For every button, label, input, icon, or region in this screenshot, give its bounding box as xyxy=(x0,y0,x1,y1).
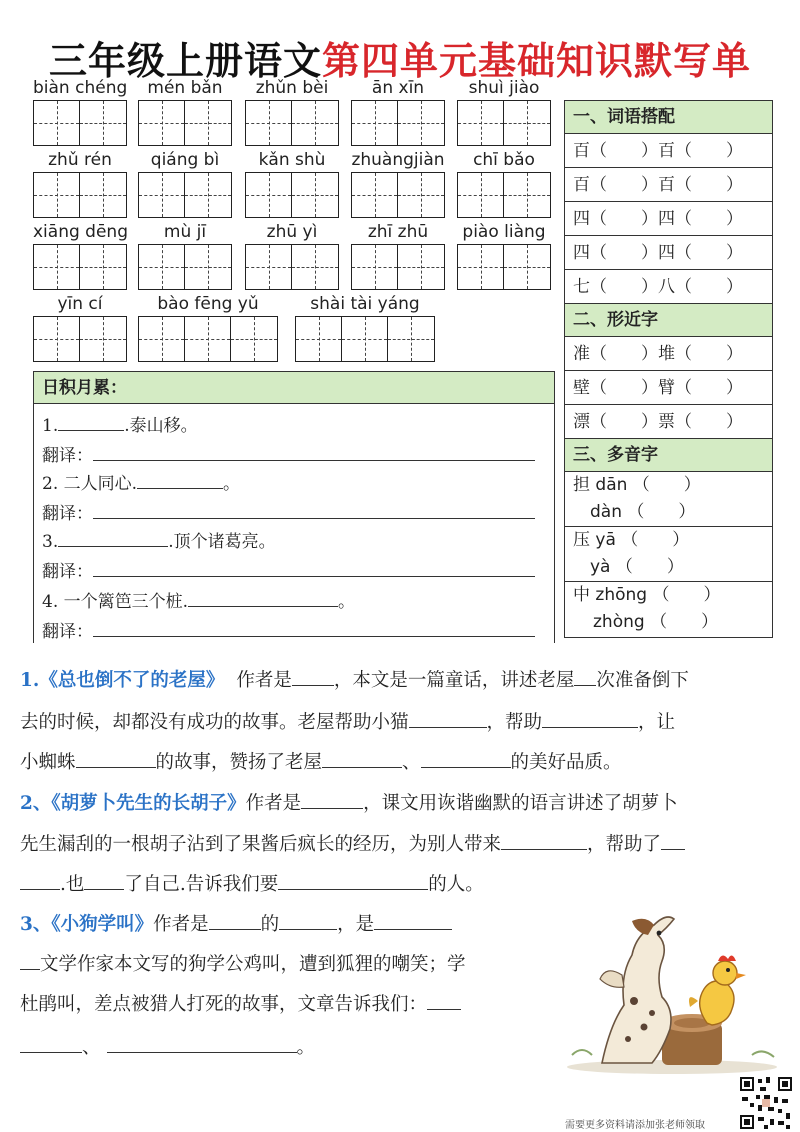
translation-blank[interactable] xyxy=(93,443,535,461)
word-matching-row[interactable]: 四（ ）四（ ） xyxy=(565,202,772,236)
title-unit: 第四单元基础知识默写单 xyxy=(322,38,752,83)
q3-line2: 文学作家本文写的狗学公鸡叫，遭到狐狸的嘲笑；学 xyxy=(20,952,466,977)
q2-line1: 2、《胡萝卜先生的长胡子》作者是 ，课文用诙谐幽默的语言讲述了胡萝卜 xyxy=(20,793,678,814)
answer-blank[interactable] xyxy=(188,589,338,607)
pinyin-item xyxy=(245,222,339,290)
pinyin-text: shài tài yáng xyxy=(310,294,420,314)
writing-boxes[interactable] xyxy=(351,172,445,218)
pinyin-text: kǎn shù xyxy=(258,150,326,170)
accumulation-title: 日积月累： xyxy=(34,371,554,404)
q2-line2: 先生漏刮的一根胡子沾到了果酱后疯长的经历，为别人带来 ，帮助了 xyxy=(20,832,685,857)
pinyin-text: shuì jiào xyxy=(468,78,540,98)
pinyin-item xyxy=(138,294,278,362)
answer-blank[interactable] xyxy=(574,668,596,686)
proverb-line: 4. 一个篱笆三个桩. 。 xyxy=(42,587,355,612)
pinyin-item xyxy=(33,150,127,218)
pinyin-text: biàn chéng xyxy=(33,78,128,98)
pinyin-item xyxy=(351,222,445,290)
writing-boxes[interactable] xyxy=(138,172,232,218)
polyphone-reading: zhòng （ ） xyxy=(593,612,719,632)
proverb-line: 3. .顶个诸葛亮。 xyxy=(42,527,276,552)
pinyin-item xyxy=(33,294,127,362)
pinyin-text: mù jī xyxy=(163,222,207,242)
polyphone-row[interactable] xyxy=(565,527,772,582)
translation-line: 翻译： xyxy=(42,617,535,642)
answer-blank[interactable] xyxy=(409,710,487,728)
polyphone-reading: 担 dān （ ） xyxy=(573,475,701,495)
writing-boxes[interactable] xyxy=(295,316,435,362)
answer-blank[interactable] xyxy=(107,1035,297,1053)
q1-title: 1.《总也倒不了的老屋》 xyxy=(20,670,225,691)
pinyin-text: zhuàngjiàn xyxy=(351,150,445,170)
writing-boxes[interactable] xyxy=(33,172,127,218)
q1-line2: 去的时候，却都没有成功的故事。老屋帮助小猫 ，帮助 ，让 xyxy=(20,712,676,733)
pinyin-item xyxy=(457,78,551,146)
answer-blank[interactable] xyxy=(501,832,587,850)
pinyin-text: piào liàng xyxy=(462,222,546,242)
q3-title: 3、《小狗学叫》 xyxy=(20,914,154,935)
word-matching-row[interactable]: 百（ ）百（ ） xyxy=(565,168,772,202)
translation-blank[interactable] xyxy=(93,501,535,519)
writing-boxes[interactable] xyxy=(351,100,445,146)
writing-boxes[interactable] xyxy=(33,316,127,362)
pinyin-text: yīn cí xyxy=(57,294,103,314)
word-matching-row[interactable]: 四（ ）四（ ） xyxy=(565,236,772,270)
pinyin-item xyxy=(245,78,339,146)
pinyin-item xyxy=(351,78,445,146)
writing-boxes[interactable] xyxy=(457,244,551,290)
polyphone-reading: 中 zhōng （ ） xyxy=(573,585,721,605)
writing-boxes[interactable] xyxy=(245,172,339,218)
answer-blank[interactable] xyxy=(20,872,60,890)
answer-blank[interactable] xyxy=(421,750,511,768)
writing-boxes[interactable] xyxy=(245,100,339,146)
translation-blank[interactable] xyxy=(93,619,535,637)
pinyin-item xyxy=(138,150,232,218)
answer-blank[interactable] xyxy=(278,872,428,890)
similar-char-row[interactable]: 壁（ ）臂（ ） xyxy=(565,371,772,405)
pinyin-text: zhǔ rén xyxy=(48,150,112,170)
pinyin-text: ān xīn xyxy=(371,78,425,98)
similar-char-row[interactable]: 准（ ）堆（ ） xyxy=(565,337,772,371)
word-matching-row[interactable]: 百（ ）百（ ） xyxy=(565,134,772,168)
q1-line3: 小蜘蛛 的故事，赞扬了老屋 、 的美好品质。 xyxy=(20,752,622,773)
writing-boxes[interactable] xyxy=(138,316,278,362)
writing-boxes[interactable] xyxy=(33,100,127,146)
pinyin-item xyxy=(138,78,232,146)
section-title-word-matching: 一、词语搭配 xyxy=(565,101,772,134)
answer-blank[interactable] xyxy=(427,992,461,1010)
pinyin-item xyxy=(33,222,127,290)
section-title-similar-chars: 二、形近字 xyxy=(565,304,772,337)
q2-line3: .也 了自己.告诉我们要 的人。 xyxy=(20,872,484,897)
proverb-line: 2. 二人同心. 。 xyxy=(42,469,240,494)
translation-line: 翻译： xyxy=(42,499,535,524)
pinyin-item xyxy=(351,150,445,218)
answer-blank[interactable] xyxy=(20,952,40,970)
answer-blank[interactable] xyxy=(58,529,168,547)
page-title xyxy=(0,30,800,85)
proverb-line: 1. .泰山移。 xyxy=(42,411,198,436)
pinyin-item xyxy=(295,294,435,362)
translation-line: 翻译： xyxy=(42,441,546,466)
title-grade: 三年级上册语文 xyxy=(48,38,322,83)
pinyin-item xyxy=(457,150,551,218)
answer-blank[interactable] xyxy=(292,668,334,686)
pinyin-text: xiāng dēng xyxy=(33,222,128,242)
polyphone-reading: 压 yā （ ） xyxy=(573,530,690,550)
pinyin-text: zhī zhū xyxy=(367,222,429,242)
pinyin-text: chī bǎo xyxy=(473,150,535,170)
q3-line1: 3、《小狗学叫》作者是 的 ，是 xyxy=(20,912,452,937)
translation-line: 翻译： xyxy=(42,557,535,582)
pinyin-item xyxy=(33,78,127,146)
writing-boxes[interactable] xyxy=(33,244,127,290)
pinyin-text: zhǔn bèi xyxy=(255,78,329,98)
section-title-polyphones: 三、多音字 xyxy=(565,439,772,472)
pinyin-item xyxy=(245,150,339,218)
similar-char-row[interactable]: 漂（ ）票（ ） xyxy=(565,405,772,439)
pinyin-text: zhū yì xyxy=(266,222,318,242)
writing-boxes[interactable] xyxy=(351,244,445,290)
pinyin-text: qiáng bì xyxy=(150,150,220,170)
answer-blank[interactable] xyxy=(374,912,452,930)
answer-blank[interactable] xyxy=(301,791,363,809)
answer-blank[interactable] xyxy=(279,912,337,930)
word-matching-row[interactable]: 七（ ）八（ ） xyxy=(565,270,772,304)
polyphone-row[interactable] xyxy=(565,582,772,637)
writing-boxes[interactable] xyxy=(457,172,551,218)
writing-boxes[interactable] xyxy=(245,244,339,290)
answer-blank[interactable] xyxy=(661,832,685,850)
answer-blank[interactable] xyxy=(137,471,223,489)
writing-boxes[interactable] xyxy=(138,244,232,290)
answer-blank[interactable] xyxy=(322,750,402,768)
pinyin-item xyxy=(138,222,232,290)
writing-boxes[interactable] xyxy=(138,100,232,146)
answer-blank[interactable] xyxy=(20,1035,82,1053)
answer-blank[interactable] xyxy=(209,912,261,930)
pinyin-text: mén bǎn xyxy=(147,78,223,98)
answer-blank[interactable] xyxy=(542,710,638,728)
dog-rooster-illustration xyxy=(562,905,782,1075)
writing-boxes[interactable] xyxy=(457,100,551,146)
answer-blank[interactable] xyxy=(58,413,124,431)
accumulation-box xyxy=(33,371,555,643)
right-exercise-table xyxy=(564,100,773,638)
q1-line1: 1.《总也倒不了的老屋》 作者是 ，本文是一篇童话，讲述老屋 次准备倒下 xyxy=(20,670,689,691)
polyphone-reading: yà （ ） xyxy=(573,557,684,577)
footer-note: 需要更多资料请添加张老师领取 xyxy=(565,1120,705,1131)
answer-blank[interactable] xyxy=(84,872,124,890)
pinyin-text: bào fēng yǔ xyxy=(157,294,259,314)
answer-blank[interactable] xyxy=(76,750,156,768)
q3-line4: 、 。 xyxy=(20,1035,315,1060)
polyphone-reading: dàn （ ） xyxy=(573,502,696,522)
pinyin-item xyxy=(457,222,551,290)
polyphone-row[interactable] xyxy=(565,472,772,527)
qr-code xyxy=(738,1075,794,1131)
translation-blank[interactable] xyxy=(93,559,535,577)
q2-title: 2、《胡萝卜先生的长胡子》 xyxy=(20,793,246,814)
q3-line3: 杜鹃叫，差点被猎人打死的故事，文章告诉我们： xyxy=(20,992,461,1017)
